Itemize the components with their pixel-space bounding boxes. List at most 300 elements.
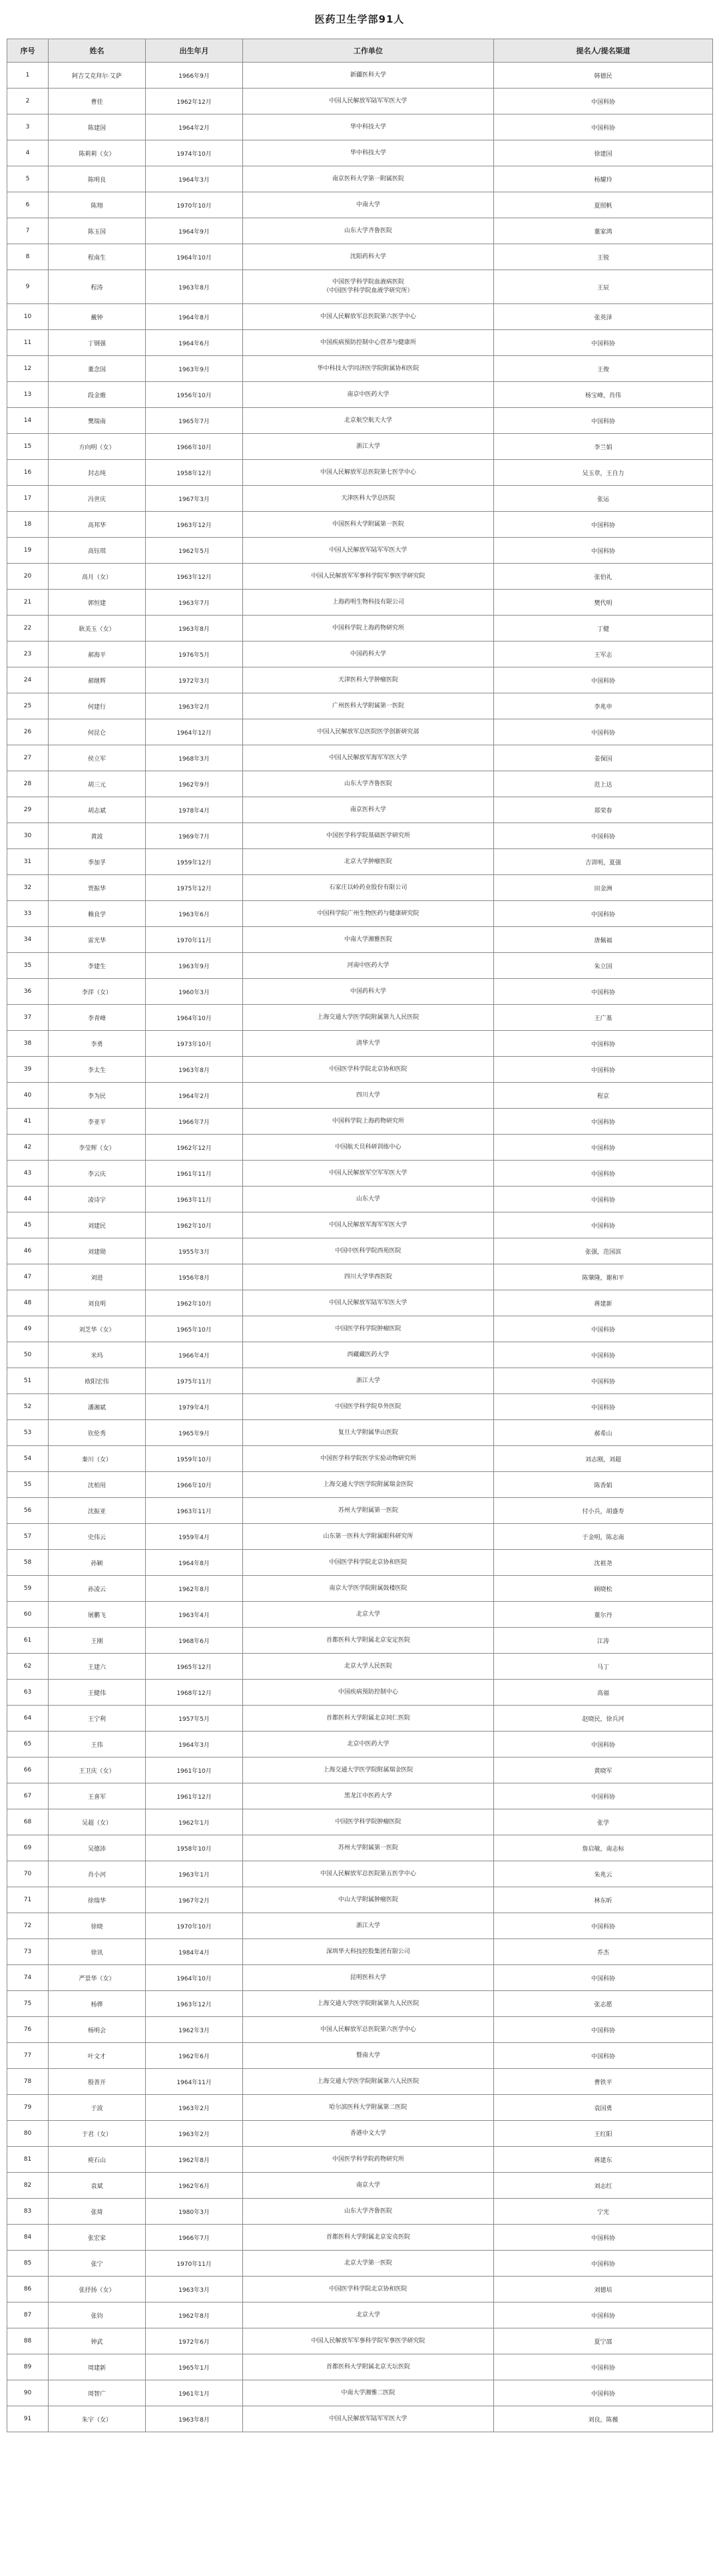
- cell-name: 贾振华: [49, 875, 146, 901]
- cell-name: 戴钟: [49, 304, 146, 330]
- table-row: [7, 1654, 713, 1680]
- cell-nominator: 乔杰: [494, 1939, 713, 1965]
- cell-birth: 1964年8月: [146, 304, 243, 330]
- table-row: [7, 512, 713, 538]
- cell-birth: 1980年3月: [146, 2199, 243, 2225]
- cell-no: 28: [7, 771, 49, 797]
- cell-birth: 1966年7月: [146, 2225, 243, 2251]
- cell-name: 徐晓: [49, 1913, 146, 1939]
- cell-unit: 河南中医药大学: [243, 953, 494, 979]
- table-row: [7, 1472, 713, 1498]
- cell-birth: 1967年2月: [146, 1887, 243, 1913]
- cell-nominator: 中国科协: [494, 667, 713, 693]
- cell-nominator: 中国科协: [494, 1913, 713, 1939]
- table-row: [7, 382, 713, 408]
- cell-unit: 北京大学人民医院: [243, 1654, 494, 1680]
- table-row: [7, 1161, 713, 1187]
- cell-no: 77: [7, 2043, 49, 2069]
- cell-unit: 中国科学院广州生物医药与健康研究院: [243, 901, 494, 927]
- cell-no: 56: [7, 1498, 49, 1524]
- table-row: [7, 1783, 713, 1809]
- table-row: [7, 1135, 713, 1161]
- table-row: [7, 927, 713, 953]
- cell-unit: 中国科学院上海药物研究所: [243, 1109, 494, 1135]
- cell-unit: 苏州大学附属第一医院: [243, 1835, 494, 1861]
- cell-name: 郝继辉: [49, 667, 146, 693]
- cell-unit: 深圳华大科技控股集团有限公司: [243, 1939, 494, 1965]
- cell-birth: 1961年10月: [146, 1757, 243, 1783]
- cell-unit: 中南大学湘雅二医院: [243, 2380, 494, 2406]
- cell-name: 刘芝华（女）: [49, 1316, 146, 1342]
- cell-birth: 1964年2月: [146, 1083, 243, 1109]
- table-row: [7, 1498, 713, 1524]
- cell-name: 凌诗宇: [49, 1187, 146, 1212]
- table-row: [7, 2380, 713, 2406]
- cell-no: 25: [7, 693, 49, 719]
- cell-nominator: 中国科协: [494, 1394, 713, 1420]
- table-row: [7, 2406, 713, 2432]
- cell-no: 91: [7, 2406, 49, 2432]
- cell-birth: 1964年3月: [146, 1732, 243, 1757]
- cell-nominator: 中国科协: [494, 1135, 713, 1161]
- cell-no: 65: [7, 1732, 49, 1757]
- cell-unit: 中国医学科学院北京协和医院: [243, 1057, 494, 1083]
- cell-birth: 1960年3月: [146, 979, 243, 1005]
- cell-no: 10: [7, 304, 49, 330]
- cell-no: 52: [7, 1394, 49, 1420]
- cell-name: 王喜军: [49, 1783, 146, 1809]
- cell-unit: 中南大学湘雅医院: [243, 927, 494, 953]
- cell-nominator: 中国科协: [494, 2354, 713, 2380]
- cell-nominator: 中国科协: [494, 823, 713, 849]
- cell-no: 39: [7, 1057, 49, 1083]
- cell-no: 27: [7, 745, 49, 771]
- cell-unit: 中国疾病预防控制中心营养与健康所: [243, 330, 494, 356]
- cell-name: 肖小河: [49, 1861, 146, 1887]
- cell-birth: 1963年2月: [146, 2121, 243, 2147]
- cell-name: 孙颖: [49, 1550, 146, 1576]
- cell-birth: 1966年10月: [146, 434, 243, 460]
- cell-no: 84: [7, 2225, 49, 2251]
- table-row: [7, 1732, 713, 1757]
- cell-unit: 中国人民解放军军事科学院军事医学研究院: [243, 2328, 494, 2354]
- cell-unit: 首都医科大学附属北京同仁医院: [243, 1706, 494, 1732]
- cell-no: 59: [7, 1576, 49, 1602]
- cell-nominator: 詹启敏，南志标: [494, 1835, 713, 1861]
- cell-nominator: 李兆申: [494, 693, 713, 719]
- table-row: [7, 1290, 713, 1316]
- cell-unit: 中国医学科学院肿瘤医院: [243, 1809, 494, 1835]
- cell-nominator: 朱兆云: [494, 1861, 713, 1887]
- cell-nominator: 张强，范国滨: [494, 1238, 713, 1264]
- cell-birth: 1970年10月: [146, 1913, 243, 1939]
- table-body: [7, 63, 713, 2432]
- cell-unit: 上海交通大学医学院附属瑞金医院: [243, 1757, 494, 1783]
- cell-name: 李为民: [49, 1083, 146, 1109]
- cell-name: 钟武: [49, 2328, 146, 2354]
- table-row: [7, 1187, 713, 1212]
- cell-no: 66: [7, 1757, 49, 1783]
- cell-nominator: 王俊: [494, 356, 713, 382]
- table-row: [7, 2354, 713, 2380]
- table-row: [7, 1757, 713, 1783]
- table-row: [7, 1576, 713, 1602]
- cell-nominator: 中国科协: [494, 1342, 713, 1368]
- cell-unit: 中国医学科学院基础医学研究所: [243, 823, 494, 849]
- cell-unit: 石家庄以岭药业股份有限公司: [243, 875, 494, 901]
- cell-unit: 中国人民解放军军事科学院军事医学研究院: [243, 564, 494, 590]
- cell-birth: 1962年8月: [146, 1576, 243, 1602]
- cell-nominator: 董家鸿: [494, 218, 713, 244]
- table-row: [7, 953, 713, 979]
- cell-name: 冯世庆: [49, 486, 146, 512]
- cell-nominator: 张伯礼: [494, 564, 713, 590]
- cell-no: 18: [7, 512, 49, 538]
- cell-name: 李勇: [49, 1031, 146, 1057]
- table-row: [7, 2328, 713, 2354]
- cell-name: 周智广: [49, 2380, 146, 2406]
- cell-name: 李萍（女）: [49, 979, 146, 1005]
- table-row: [7, 2225, 713, 2251]
- cell-birth: 1967年3月: [146, 486, 243, 512]
- cell-unit: 中国科学院上海药物研究所: [243, 616, 494, 642]
- cell-birth: 1963年7月: [146, 590, 243, 616]
- cell-birth: 1961年12月: [146, 1783, 243, 1809]
- cell-no: 37: [7, 1005, 49, 1031]
- cell-nominator: 徐建国: [494, 140, 713, 166]
- table-row: [7, 192, 713, 218]
- cell-name: 杨骅: [49, 1991, 146, 2017]
- cell-nominator: 张志愿: [494, 1991, 713, 2017]
- table-row: [7, 1057, 713, 1083]
- cell-unit: 北京航空航天大学: [243, 408, 494, 434]
- table-row: [7, 1031, 713, 1057]
- cell-unit: 中南大学: [243, 192, 494, 218]
- cell-name: 何建行: [49, 693, 146, 719]
- cell-nominator: 韩德民: [494, 63, 713, 89]
- cell-name: 张琦: [49, 2199, 146, 2225]
- cell-no: 73: [7, 1939, 49, 1965]
- cell-birth: 1963年8月: [146, 616, 243, 642]
- cell-nominator: 中国科协: [494, 2225, 713, 2251]
- cell-nominator: 程京: [494, 1083, 713, 1109]
- cell-nominator: 郑荣春: [494, 797, 713, 823]
- cell-name: 于君（女）: [49, 2121, 146, 2147]
- cell-name: 刘良明: [49, 1290, 146, 1316]
- cell-nominator: 中国科协: [494, 2380, 713, 2406]
- cell-name: 耿美玉（女）: [49, 616, 146, 642]
- cell-unit: 中国医学科学院肿瘤医院: [243, 1316, 494, 1342]
- cell-no: 82: [7, 2173, 49, 2199]
- table-row: [7, 1939, 713, 1965]
- table-row: [7, 2069, 713, 2095]
- cell-no: 34: [7, 927, 49, 953]
- cell-unit: 天津医科大学总医院: [243, 486, 494, 512]
- cell-name: 封志纯: [49, 460, 146, 486]
- cell-name: 陈翔: [49, 192, 146, 218]
- cell-unit: 南京医科大学: [243, 797, 494, 823]
- cell-unit: 黑龙江中医药大学: [243, 1783, 494, 1809]
- cell-birth: 1963年1月: [146, 1861, 243, 1887]
- cell-nominator: 蒋建新: [494, 1290, 713, 1316]
- table-row: [7, 330, 713, 356]
- cell-birth: 1966年9月: [146, 63, 243, 89]
- table-row: [7, 1394, 713, 1420]
- cell-unit: 中国人民解放军陆军军医大学: [243, 1290, 494, 1316]
- cell-no: 83: [7, 2199, 49, 2225]
- cell-birth: 1974年10月: [146, 140, 243, 166]
- cell-nominator: 田金洲: [494, 875, 713, 901]
- cell-nominator: 高福: [494, 1680, 713, 1706]
- cell-name: 段金廒: [49, 382, 146, 408]
- cell-nominator: 郝希山: [494, 1420, 713, 1446]
- cell-birth: 1964年10月: [146, 1965, 243, 1991]
- cell-unit: 中国人民解放军陆军军医大学: [243, 538, 494, 564]
- cell-unit: 华中科技大学: [243, 140, 494, 166]
- cell-no: 15: [7, 434, 49, 460]
- table-row: [7, 538, 713, 564]
- cell-nominator: 中国科协: [494, 538, 713, 564]
- cell-unit: 中国医学科学院北京协和医院: [243, 1550, 494, 1576]
- cell-no: 88: [7, 2328, 49, 2354]
- cell-nominator: 中国科协: [494, 114, 713, 140]
- cell-name: 陈莉莉（女）: [49, 140, 146, 166]
- cell-no: 55: [7, 1472, 49, 1498]
- cell-birth: 1963年11月: [146, 1187, 243, 1212]
- cell-unit: 华中科技大学: [243, 114, 494, 140]
- table-row: [7, 2251, 713, 2277]
- cell-unit: 北京大学肿瘤医院: [243, 849, 494, 875]
- cell-no: 78: [7, 2069, 49, 2095]
- table-row: [7, 304, 713, 330]
- cell-no: 61: [7, 1628, 49, 1654]
- table-row: [7, 901, 713, 927]
- cell-birth: 1963年12月: [146, 512, 243, 538]
- cell-birth: 1965年12月: [146, 1654, 243, 1680]
- cell-no: 50: [7, 1342, 49, 1368]
- cell-name: 严景华（女）: [49, 1965, 146, 1991]
- cell-unit: 中国医学科学院北京协和医院: [243, 2277, 494, 2302]
- cell-birth: 1956年8月: [146, 1264, 243, 1290]
- cell-no: 12: [7, 356, 49, 382]
- candidate-table: [7, 39, 713, 2432]
- table-row: [7, 616, 713, 642]
- cell-nominator: 中国科协: [494, 1965, 713, 1991]
- cell-nominator: 丁健: [494, 616, 713, 642]
- cell-no: 32: [7, 875, 49, 901]
- table-row: [7, 823, 713, 849]
- cell-birth: 1965年9月: [146, 1420, 243, 1446]
- cell-name: 李太生: [49, 1057, 146, 1083]
- cell-birth: 1964年11月: [146, 2069, 243, 2095]
- table-row: [7, 1706, 713, 1732]
- cell-name: 王健伟: [49, 1680, 146, 1706]
- table-row: [7, 667, 713, 693]
- cell-unit: 北京大学: [243, 1602, 494, 1628]
- cell-birth: 1968年6月: [146, 1628, 243, 1654]
- cell-unit: 中国人民解放军空军军医大学: [243, 1161, 494, 1187]
- table-row: [7, 460, 713, 486]
- cell-nominator: 王红阳: [494, 2121, 713, 2147]
- table-row: [7, 1991, 713, 2017]
- cell-unit: 中国医学科学院血液病医院 （中国医学科学院血液学研究所）: [243, 270, 494, 304]
- cell-unit: 中国中医科学院西苑医院: [243, 1238, 494, 1264]
- table-row: [7, 244, 713, 270]
- cell-name: 刘进: [49, 1264, 146, 1290]
- cell-nominator: 中国科协: [494, 1316, 713, 1342]
- cell-birth: 1963年9月: [146, 953, 243, 979]
- cell-no: 45: [7, 1212, 49, 1238]
- cell-birth: 1976年5月: [146, 642, 243, 667]
- cell-birth: 1963年11月: [146, 1498, 243, 1524]
- cell-no: 7: [7, 218, 49, 244]
- table-row: [7, 1524, 713, 1550]
- cell-nominator: 刘志红: [494, 2173, 713, 2199]
- cell-name: 高邦华: [49, 512, 146, 538]
- cell-birth: 1959年4月: [146, 1524, 243, 1550]
- cell-no: 68: [7, 1809, 49, 1835]
- cell-name: 吴超（女）: [49, 1809, 146, 1835]
- table-row: [7, 1835, 713, 1861]
- cell-no: 53: [7, 1420, 49, 1446]
- table-row: [7, 408, 713, 434]
- cell-name: 胡三元: [49, 771, 146, 797]
- cell-unit: 上海交通大学医学院附属瑞金医院: [243, 1472, 494, 1498]
- cell-nominator: 吉训明，夏强: [494, 849, 713, 875]
- cell-no: 51: [7, 1368, 49, 1394]
- cell-nominator: 范上达: [494, 771, 713, 797]
- cell-nominator: 付小兵，胡盛寿: [494, 1498, 713, 1524]
- table-row: [7, 590, 713, 616]
- cell-no: 11: [7, 330, 49, 356]
- cell-no: 75: [7, 1991, 49, 2017]
- cell-unit: 中国医科大学附属第一医院: [243, 512, 494, 538]
- cell-name: 钦伦秀: [49, 1420, 146, 1446]
- cell-nominator: 张英泽: [494, 304, 713, 330]
- cell-name: 胡志斌: [49, 797, 146, 823]
- cell-birth: 1962年10月: [146, 1212, 243, 1238]
- cell-nominator: 赵晓民，徐兵河: [494, 1706, 713, 1732]
- cell-no: 23: [7, 642, 49, 667]
- cell-unit: 南京大学医学院附属鼓楼医院: [243, 1576, 494, 1602]
- cell-birth: 1963年2月: [146, 2095, 243, 2121]
- cell-name: 于波: [49, 2095, 146, 2121]
- table-row: [7, 1887, 713, 1913]
- cell-birth: 1970年11月: [146, 927, 243, 953]
- cell-no: 70: [7, 1861, 49, 1887]
- cell-birth: 1972年3月: [146, 667, 243, 693]
- cell-no: 42: [7, 1135, 49, 1161]
- cell-name: 郝海平: [49, 642, 146, 667]
- cell-birth: 1962年12月: [146, 1135, 243, 1161]
- table-row: [7, 745, 713, 771]
- table-row: [7, 1809, 713, 1835]
- cell-unit: 山东大学: [243, 1187, 494, 1212]
- cell-name: 叶文才: [49, 2043, 146, 2069]
- table-row: [7, 1083, 713, 1109]
- cell-nominator: 张运: [494, 486, 713, 512]
- cell-no: 6: [7, 192, 49, 218]
- table-row: [7, 693, 713, 719]
- cell-no: 47: [7, 1264, 49, 1290]
- table-row: [7, 1965, 713, 1991]
- cell-no: 46: [7, 1238, 49, 1264]
- cell-no: 71: [7, 1887, 49, 1913]
- cell-no: 5: [7, 166, 49, 192]
- header-name: 姓名: [49, 39, 146, 63]
- table-row: [7, 875, 713, 901]
- cell-nominator: 唐佩福: [494, 927, 713, 953]
- cell-name: 徐瑞华: [49, 1887, 146, 1913]
- table-row: [7, 1212, 713, 1238]
- cell-birth: 1962年10月: [146, 1290, 243, 1316]
- cell-unit: 北京大学: [243, 2302, 494, 2328]
- table-row: [7, 434, 713, 460]
- cell-name: 丁钢强: [49, 330, 146, 356]
- table-row: [7, 114, 713, 140]
- cell-name: 何昆仑: [49, 719, 146, 745]
- cell-unit: 华中科技大学同济医学院附属协和医院: [243, 356, 494, 382]
- table-row: [7, 849, 713, 875]
- cell-nominator: 中国科协: [494, 1732, 713, 1757]
- cell-no: 30: [7, 823, 49, 849]
- cell-nominator: 王军志: [494, 642, 713, 667]
- cell-unit: 山东大学齐鲁医院: [243, 218, 494, 244]
- cell-nominator: 陈肇隆，谢和平: [494, 1264, 713, 1290]
- cell-name: 庾石山: [49, 2147, 146, 2173]
- cell-name: 王宁利: [49, 1706, 146, 1732]
- cell-unit: 中国医学科学院阜外医院: [243, 1394, 494, 1420]
- cell-nominator: 中国科协: [494, 1161, 713, 1187]
- cell-birth: 1965年10月: [146, 1316, 243, 1342]
- cell-unit: 中国人民解放军陆军军医大学: [243, 2406, 494, 2432]
- header-no: 序号: [7, 39, 49, 63]
- cell-birth: 1978年4月: [146, 797, 243, 823]
- table-row: [7, 1238, 713, 1264]
- cell-no: 9: [7, 270, 49, 304]
- cell-birth: 1968年3月: [146, 745, 243, 771]
- cell-name: 吴德沛: [49, 1835, 146, 1861]
- cell-name: 欧阳宏伟: [49, 1368, 146, 1394]
- cell-birth: 1984年4月: [146, 1939, 243, 1965]
- cell-nominator: 中国科协: [494, 1057, 713, 1083]
- cell-nominator: 林东昕: [494, 1887, 713, 1913]
- cell-birth: 1964年3月: [146, 166, 243, 192]
- cell-name: 潘湘斌: [49, 1394, 146, 1420]
- cell-nominator: 中国科协: [494, 1368, 713, 1394]
- cell-no: 26: [7, 719, 49, 745]
- cell-name: 李建生: [49, 953, 146, 979]
- cell-no: 8: [7, 244, 49, 270]
- cell-nominator: 中国科协: [494, 1212, 713, 1238]
- table-row: [7, 1861, 713, 1887]
- cell-unit: 山东第一医科大学附属眼科研究所: [243, 1524, 494, 1550]
- cell-no: 3: [7, 114, 49, 140]
- cell-unit: 首都医科大学附属北京天坛医院: [243, 2354, 494, 2380]
- cell-nominator: 董尔丹: [494, 1602, 713, 1628]
- table-row: [7, 1550, 713, 1576]
- cell-birth: 1957年5月: [146, 1706, 243, 1732]
- cell-no: 44: [7, 1187, 49, 1212]
- cell-name: 王卫庆（女）: [49, 1757, 146, 1783]
- cell-birth: 1966年4月: [146, 1342, 243, 1368]
- cell-name: 樊瑞南: [49, 408, 146, 434]
- cell-birth: 1962年6月: [146, 2173, 243, 2199]
- cell-nominator: 中国科协: [494, 2017, 713, 2043]
- cell-name: 孙凌云: [49, 1576, 146, 1602]
- cell-birth: 1975年12月: [146, 875, 243, 901]
- table-row: [7, 2017, 713, 2043]
